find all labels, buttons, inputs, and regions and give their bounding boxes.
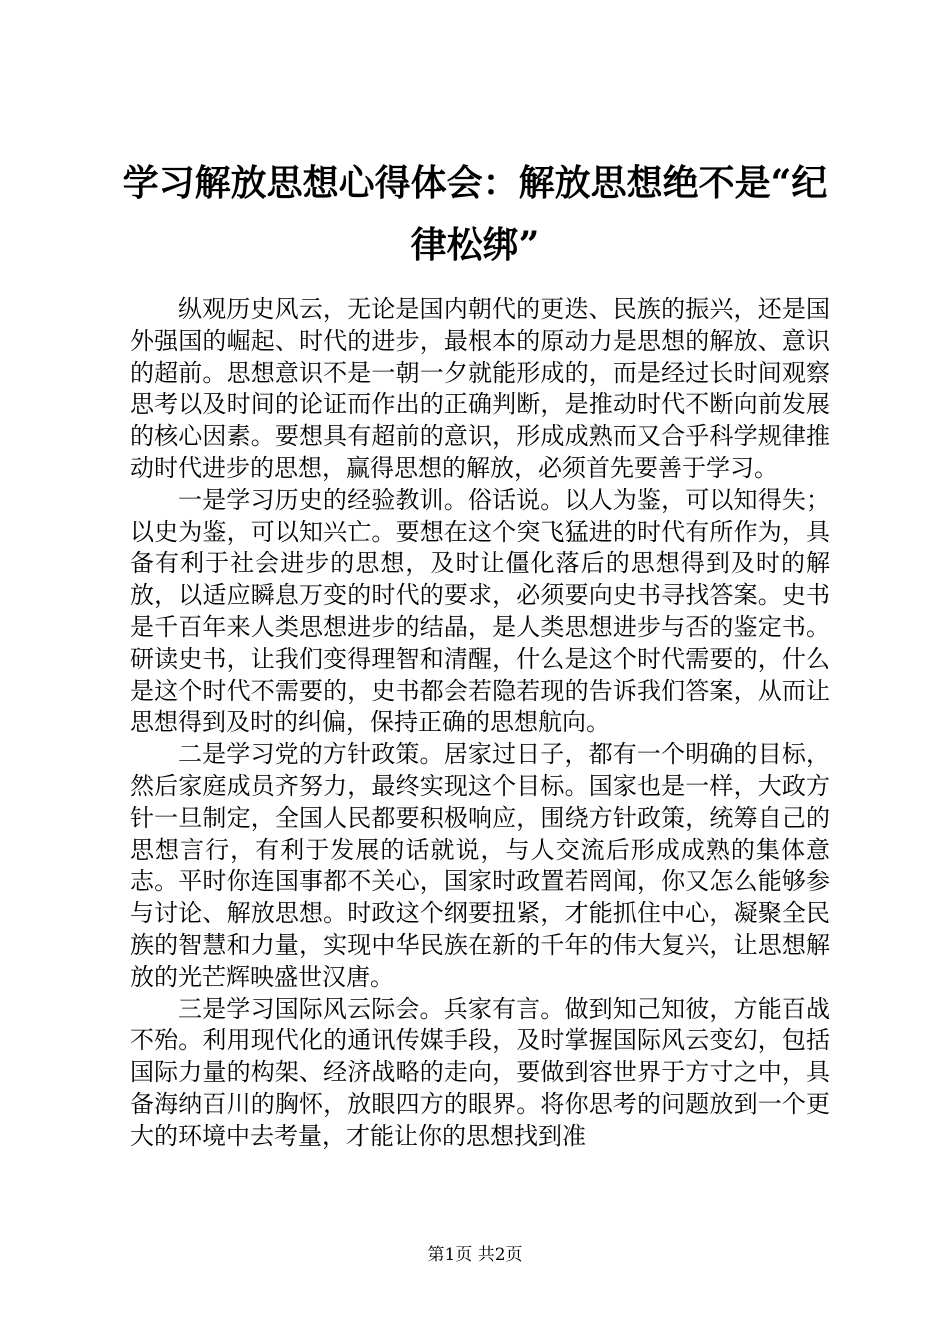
document-title: 学习解放思想心得体会：解放思想绝不是“纪律松绑” — [122, 162, 828, 266]
page-number-footer: 第1页 共2页 — [427, 1245, 523, 1265]
paragraph-policy: 二是学习党的方针政策。居家过日子，都有一个明确的目标，然后家庭成员齐努力，最终实现这个目标。国家也是一样，大政方针一旦制定，全国人民都要积极响应，围绕方针政策，统筹自己的思想言行，有利于发展的话就说，与人交流后形成成熟的集体意志。平时你连国事都不关心，国家时政置若罔闻，你又怎么能够参与讨论、解放思想。时政这个纲要扭紧，才能抓住中心，凝聚全民族的智慧和力量，实现中华民族在新的千年的伟大复兴，让思想解放的光芒辉映盛世汉唐。 — [130, 740, 830, 991]
paragraph-international: 三是学习国际风云际会。兵家有言。做到知己知彼，方能百战不殆。利用现代化的通讯传媒手段，及时掌握国际风云变幻，包括国际力量的构架、经济战略的走向，要做到容世界于方寸之中，具备海纳百川的胸怀，放眼四方的眼界。将你思考的问题放到一个更大的环境中去考量，才能让你的思想找到准 — [130, 994, 830, 1150]
document-body — [130, 294, 830, 1153]
paragraph-intro: 纵观历史风云，无论是国内朝代的更迭、民族的振兴，还是国外强国的崛起、时代的进步，最根本的原动力是思想的解放、意识的超前。思想意识不是一朝一夕就能形成的，而是经过长时间观察思考以及时间的论证而作出的正确判断，是推动时代不断向前发展的核心因素。要想具有超前的意识，形成成熟而又合乎科学规律推动时代进步的思想，赢得思想的解放，必须首先要善于学习。 — [130, 295, 830, 482]
paragraph-history: 一是学习历史的经验教训。俗话说。以人为鉴，可以知得失；以史为鉴，可以知兴亡。要想在这个突飞猛进的时代有所作为，具备有利于社会进步的思想，及时让僵化落后的思想得到及时的解放，以适应瞬息万变的时代的要求，必须要向史书寻找答案。史书是千百年来人类思想进步的结晶，是人类思想进步与否的鉴定书。研读史书，让我们变得理智和清醒，什么是这个时代需要的，什么是这个时代不需要的，史书都会若隐若现的告诉我们答案，从而让思想得到及时的纠偏，保持正确的思想航向。 — [130, 485, 830, 737]
